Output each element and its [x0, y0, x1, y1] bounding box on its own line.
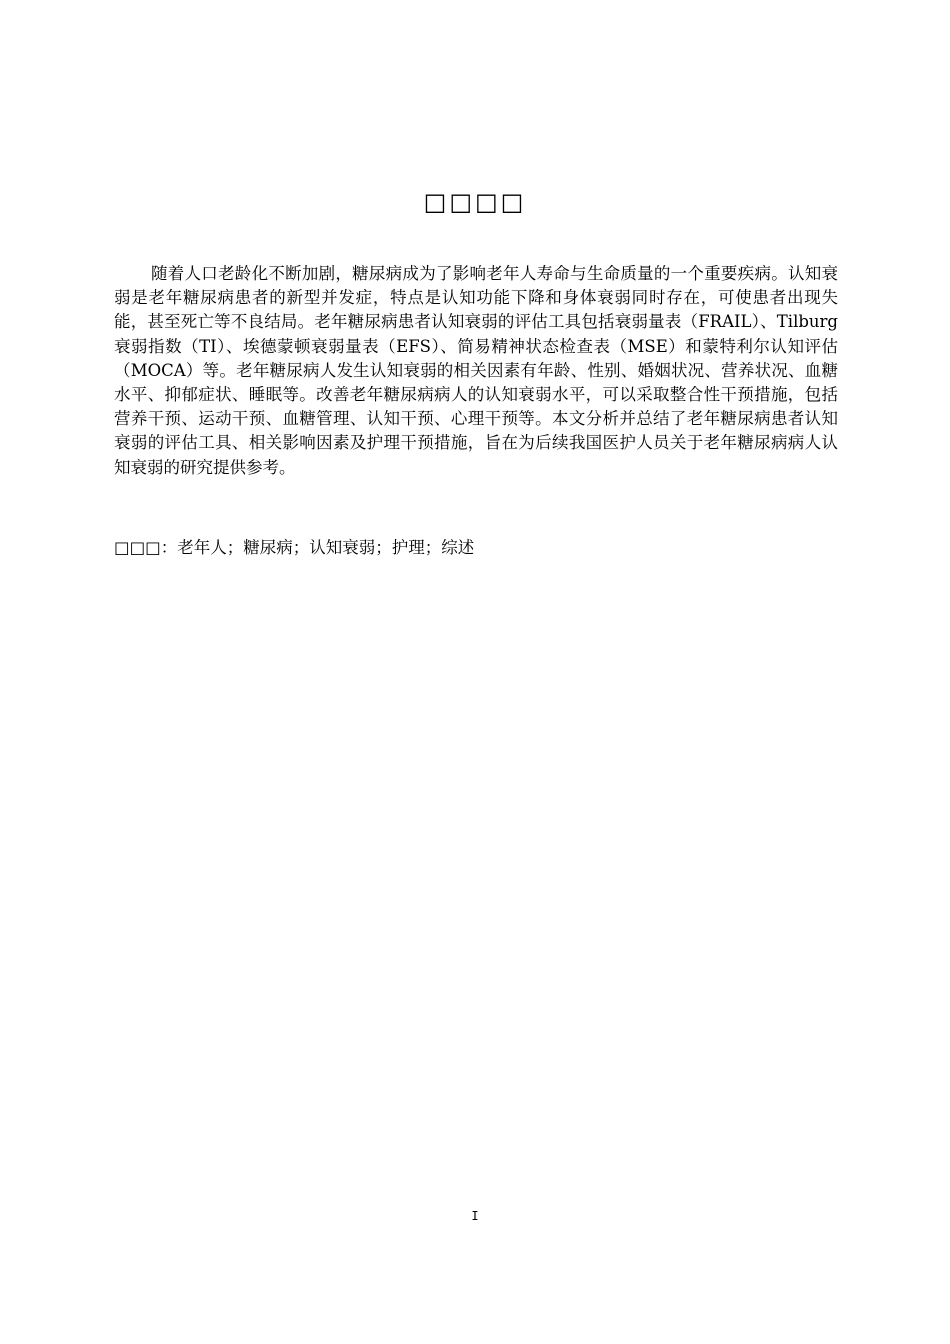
keywords-label: □□□： — [114, 538, 178, 557]
keywords-line — [114, 536, 838, 560]
abstract-body: 随着人口老龄化不断加剧，糖尿病成为了影响老年人寿命与生命质量的一个重要疾病。认知衰弱是老年糖尿病患者的新型并发症，特点是认知功能下降和身体衰弱同时存在，可使患者出现失能，甚至死亡等不良结局。老年糖尿病患者认知衰弱的评估工具包括衰弱量表（FRAIL）、Tilburg衰弱指数（TI）、埃德蒙顿衰弱量表（EFS）、简易精神状态检查表（MSE）和蒙特利尔认知评估（MOCA）等。老年糖尿病人发生认知衰弱的相关因素有年龄、性别、婚姻状况、营养状况、血糖水平、抑郁症状、睡眠等。改善老年糖尿病病人的认知衰弱水平，可以采取整合性干预措施，包括营养干预、运动干预、血糖管理、认知干预、心理干预等。本文分析并总结了老年糖尿病患者认知衰弱的评估工具、相关影响因素及护理干预措施，旨在为后续我国医护人员关于老年糖尿病病人认知衰弱的研究提供参考。 — [114, 264, 838, 477]
page-number: I — [471, 1209, 479, 1223]
page-title: □□□□ — [423, 188, 527, 216]
keywords-list: 老年人；糖尿病；认知衰弱；护理；综述 — [177, 538, 475, 557]
